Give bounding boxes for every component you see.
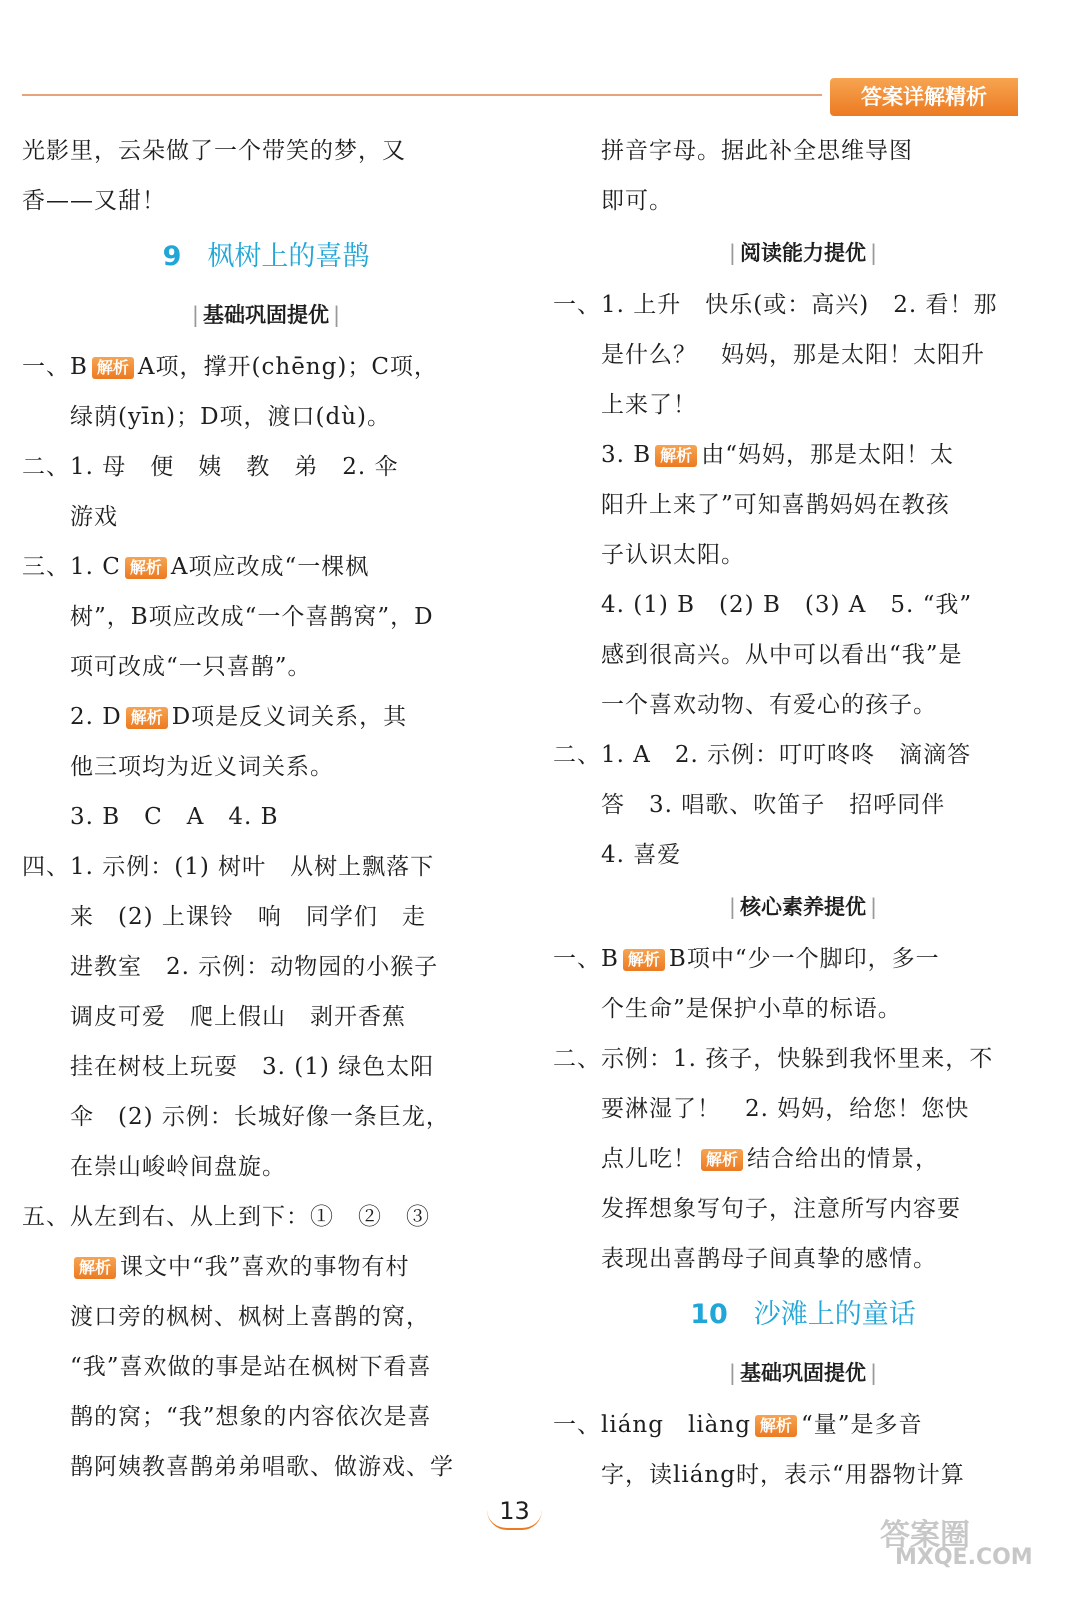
answer-text: 字，读liáng时，表示“用器物计算 — [601, 1462, 965, 1488]
header-badge: 答案详解精析 — [830, 78, 1018, 116]
answer-line — [22, 492, 510, 542]
section-heading — [553, 226, 1053, 280]
section-heading — [22, 288, 510, 342]
lesson-title — [553, 1284, 1053, 1346]
section-heading-text: | 基础巩固提优 | — [729, 1361, 877, 1385]
section-heading-text: | 核心素养提优 | — [729, 895, 877, 919]
analysis-tag: 解析 — [125, 557, 167, 579]
answer-text: 游戏 — [70, 504, 118, 530]
answer-line — [22, 442, 510, 492]
analysis-tag: 解析 — [623, 949, 665, 971]
answer-line — [22, 126, 510, 176]
answer-line — [22, 592, 510, 642]
answer-line — [22, 392, 510, 442]
answer-line — [553, 630, 1053, 680]
answer-text: 即可。 — [601, 188, 673, 214]
answer-line — [22, 1292, 510, 1342]
answer-label: 一、B — [22, 354, 88, 380]
answer-line — [22, 842, 510, 892]
answer-line — [553, 380, 1053, 430]
answer-text: 4. (1) B (2) B (3) A 5. “我” — [601, 592, 973, 618]
answer-text: 结合给出的情景， — [747, 1146, 940, 1172]
answer-text: 五、从左到右、从上到下：① ② ③ — [22, 1204, 430, 1230]
answer-line — [553, 934, 1053, 984]
answer-line — [22, 1042, 510, 1092]
answer-line — [22, 176, 510, 226]
answer-text: 渡口旁的枫树、枫树上喜鹊的窝， — [70, 1304, 430, 1330]
watermark-logo: 答案圈 — [880, 1518, 970, 1553]
answer-label: 2. D — [70, 704, 122, 730]
answer-text: 调皮可爱 爬上假山 剥开香蕉 — [70, 1004, 406, 1030]
answer-line — [553, 580, 1053, 630]
answer-label: 三、1. C — [22, 554, 121, 580]
answer-text: 答 3. 唱歌、吹笛子 招呼同伴 — [601, 792, 946, 818]
answer-text: 感到很高兴。从中可以看出“我”是 — [601, 642, 963, 668]
answer-text: 是什么？ 妈妈，那是太阳！太阳升 — [601, 342, 985, 368]
answer-text: 伞 (2) 示例：长城好像一条巨龙， — [70, 1104, 450, 1130]
section-heading-text: | 基础巩固提优 | — [192, 303, 340, 327]
page-number: 13 — [487, 1494, 542, 1530]
answer-text: 他三项均为近义词关系。 — [70, 754, 334, 780]
answer-text: 一个喜欢动物、有爱心的孩子。 — [601, 692, 937, 718]
answer-text: 阳升上来了”可知喜鹊妈妈在教孩 — [601, 492, 950, 518]
answer-line — [22, 742, 510, 792]
analysis-tag: 解析 — [701, 1149, 743, 1171]
answer-text: 项可改成“一只喜鹊”。 — [70, 654, 312, 680]
answer-line — [553, 126, 1053, 176]
answer-line — [553, 730, 1053, 780]
answer-text: 4. 喜爱 — [601, 842, 682, 868]
answer-line — [22, 1342, 510, 1392]
answer-line — [553, 530, 1053, 580]
answer-line — [22, 792, 510, 842]
lesson-number: 10 — [690, 1299, 728, 1330]
answer-text: 光影里，云朵做了一个带笑的梦，又 — [22, 138, 406, 164]
answer-line — [553, 1234, 1053, 1284]
left-column — [22, 126, 510, 1492]
answer-line — [553, 1084, 1053, 1134]
answer-text: B项中“少一个脚印，多一 — [668, 946, 940, 972]
answer-line — [22, 1242, 510, 1292]
answer-text: 发挥想象写句子，注意所写内容要 — [601, 1196, 961, 1222]
header-rule — [22, 94, 822, 96]
lesson-number: 9 — [162, 241, 182, 272]
answer-line — [22, 1392, 510, 1442]
right-column — [553, 126, 1053, 1500]
answer-line — [553, 430, 1053, 480]
answer-label: 3. B — [601, 442, 652, 468]
answer-text: 二、示例：1. 孩子，快躲到我怀里来，不 — [553, 1046, 994, 1072]
answer-text: 一、1. 上升 快乐(或：高兴) 2. 看！那 — [553, 292, 998, 318]
answer-line — [553, 984, 1053, 1034]
answer-line — [553, 1134, 1053, 1184]
answer-line — [553, 330, 1053, 380]
answer-text: “我”喜欢做的事是站在枫树下看喜 — [70, 1354, 432, 1380]
answer-text: D项是反义词关系，其 — [171, 704, 408, 730]
answer-text: 个生命”是保护小草的标语。 — [601, 996, 902, 1022]
analysis-tag: 解析 — [74, 1257, 116, 1279]
lesson-name: 沙滩上的童话 — [753, 1299, 916, 1330]
answer-text: 挂在树枝上玩耍 3. (1) 绿色太阳 — [70, 1054, 435, 1080]
answer-text: 表现出喜鹊母子间真挚的感情。 — [601, 1246, 937, 1272]
answer-line — [22, 1092, 510, 1142]
answer-text: 子认识太阳。 — [601, 542, 745, 568]
answer-text: 拼音字母。据此补全思维导图 — [601, 138, 913, 164]
answer-text: 香——又甜！ — [22, 188, 166, 214]
analysis-tag: 解析 — [655, 445, 697, 467]
answer-line — [22, 1442, 510, 1492]
answer-line — [22, 942, 510, 992]
answer-text: 树”，B项应改成“一个喜鹊窝”，D — [70, 604, 434, 630]
answer-line — [553, 176, 1053, 226]
answer-label: 一、B — [553, 946, 619, 972]
answer-text: 上来了！ — [601, 392, 697, 418]
answer-label: 一、liáng liàng — [553, 1412, 751, 1438]
answer-text: 由“妈妈，那是太阳！太 — [701, 442, 954, 468]
lesson-title — [22, 226, 510, 288]
answer-line — [22, 342, 510, 392]
answer-line — [553, 280, 1053, 330]
answer-text: 点儿吃！ — [601, 1146, 697, 1172]
answer-text: 鹊的窝；“我”想象的内容依次是喜 — [70, 1404, 432, 1430]
answer-text: 四、1. 示例：(1) 树叶 从树上飘落下 — [22, 854, 435, 880]
answer-text: 进教室 2. 示例：动物园的小猴子 — [70, 954, 439, 980]
answer-line — [22, 542, 510, 592]
answer-line — [553, 1184, 1053, 1234]
lesson-name: 枫树上的喜鹊 — [207, 241, 370, 272]
answer-line — [553, 1034, 1053, 1084]
answer-text: A项应改成“一棵枫 — [170, 554, 370, 580]
answer-text: 绿荫(yīn)；D项，渡口(dù)。 — [70, 404, 392, 430]
analysis-tag: 解析 — [92, 357, 134, 379]
answer-line — [553, 1400, 1053, 1450]
answer-line — [22, 1142, 510, 1192]
answer-text: 来 (2) 上课铃 响 同学们 走 — [70, 904, 426, 930]
analysis-tag: 解析 — [126, 707, 168, 729]
answer-line — [22, 992, 510, 1042]
answer-text: 在崇山峻岭间盘旋。 — [70, 1154, 286, 1180]
answer-text: 要淋湿了！ 2. 妈妈，给您！您快 — [601, 1096, 970, 1122]
answer-line — [553, 830, 1053, 880]
answer-line — [553, 1450, 1053, 1500]
watermark-url: MXQE.COM — [895, 1545, 1033, 1570]
analysis-tag: 解析 — [755, 1415, 797, 1437]
answer-text: “量”是多音 — [800, 1412, 923, 1438]
section-heading — [553, 880, 1053, 934]
answer-text: 3. B C A 4. B — [70, 804, 279, 830]
answer-line — [553, 680, 1053, 730]
answer-text: 课文中“我”喜欢的事物有村 — [120, 1254, 410, 1280]
answer-line — [22, 642, 510, 692]
answer-text: 鹊阿姨教喜鹊弟弟唱歌、做游戏、学 — [70, 1454, 454, 1480]
answer-text: A项，撑开(chēng)；C项， — [137, 354, 438, 380]
answer-line — [22, 1192, 510, 1242]
answer-text: 二、1. A 2. 示例：叮叮咚咚 滴滴答 — [553, 742, 972, 768]
answer-line — [22, 692, 510, 742]
section-heading-text: | 阅读能力提优 | — [729, 241, 877, 265]
answer-text: 二、1. 母 便 姨 教 弟 2. 伞 — [22, 454, 399, 480]
answer-line — [22, 892, 510, 942]
answer-line — [553, 780, 1053, 830]
section-heading — [553, 1346, 1053, 1400]
answer-line — [553, 480, 1053, 530]
